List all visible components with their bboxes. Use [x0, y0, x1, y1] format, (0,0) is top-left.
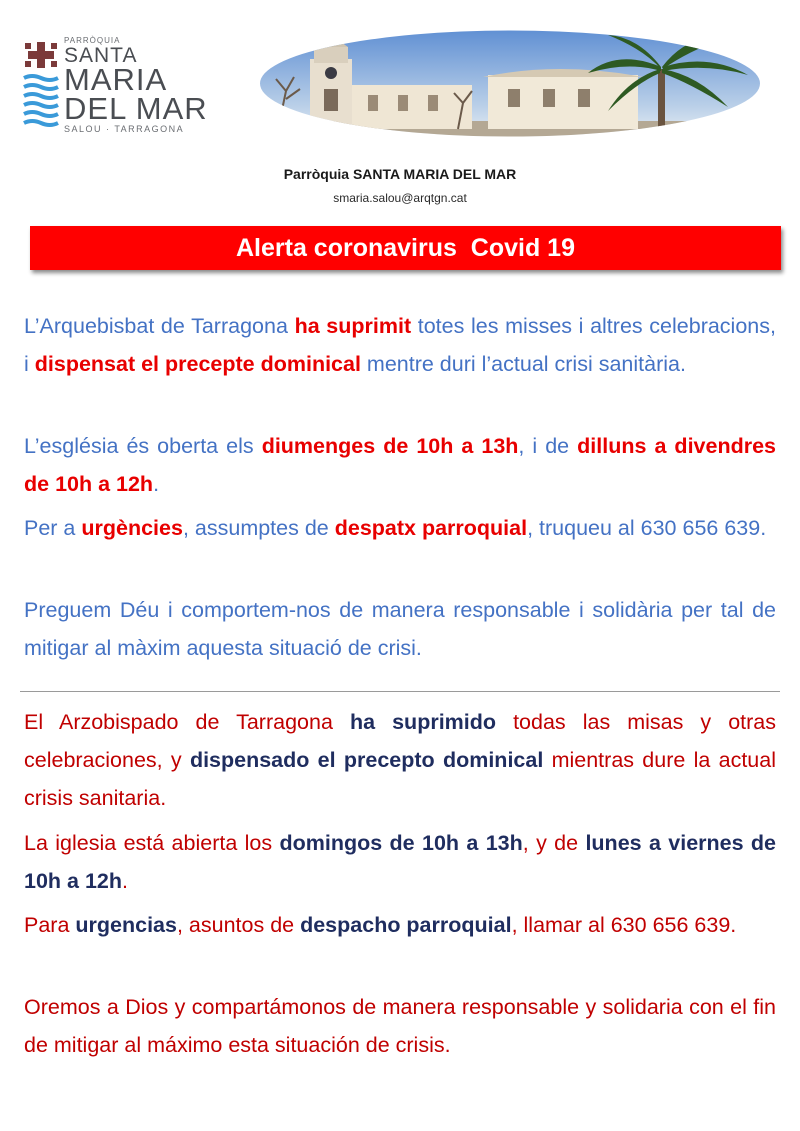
highlight-run: urgències: [81, 516, 183, 540]
text-run: El Arzobispado de Tarragona: [24, 710, 350, 734]
highlight-run: urgencias: [75, 913, 177, 937]
alert-banner: [30, 226, 781, 270]
text-run: Preguem Déu i comportem-nos de manera responsable i solidària per tal de mitigar al màxim aquesta situació de crisi.: [24, 598, 776, 660]
spanish-paragraph-1: [24, 703, 776, 817]
logo-small-text: PARRÒQUIA: [64, 36, 121, 45]
church-photo: [258, 29, 762, 138]
text-run: La iglesia está abierta los: [24, 831, 280, 855]
text-run: , llamar al 630 656 639.: [511, 913, 737, 937]
text-run: , truqueu al 630 656 639.: [527, 516, 767, 540]
highlight-run: despatx parroquial: [334, 516, 528, 540]
catalan-paragraph-2: [24, 427, 776, 503]
cross-waves-icon: [22, 40, 60, 128]
logo-line3: DEL MAR: [64, 91, 208, 126]
text-run: , y de: [522, 831, 586, 855]
text-run: , i de: [518, 434, 578, 458]
logo-line2: MARIA: [64, 62, 168, 97]
section-divider: [20, 691, 780, 692]
catalan-paragraph-3: [24, 509, 776, 547]
text-run: .: [153, 472, 160, 496]
highlight-run: dispensado el precepto dominical: [189, 748, 544, 772]
text-run: Para: [24, 913, 76, 937]
text-run: , assumptes de: [182, 516, 335, 540]
highlight-run: domingos de 10h a 13h: [279, 831, 523, 855]
highlight-run: despacho parroquial: [300, 913, 512, 937]
catalan-paragraph-4: [24, 591, 776, 667]
text-run: .: [122, 869, 128, 893]
parish-name: Parròquia SANTA MARIA DEL MAR: [283, 166, 517, 182]
text-run: L’església és oberta els: [24, 434, 262, 458]
parish-logo: [22, 36, 222, 136]
highlight-run: dispensat el precepte dominical: [34, 352, 361, 376]
text-run: L’Arquebisbat de Tarragona: [24, 314, 295, 338]
spanish-paragraph-3: [24, 906, 776, 944]
logo-line1: SANTA: [64, 44, 138, 67]
text-run: mientras dure la actual crisis sanitaria.: [24, 748, 776, 810]
text-run: totes les misses i altres celebracions, i: [24, 314, 776, 376]
highlight-run: ha suprimit: [294, 314, 412, 338]
spanish-paragraph-4: [24, 988, 776, 1064]
text-run: Per a: [24, 516, 82, 540]
spanish-paragraph-2: [24, 824, 776, 900]
highlight-run: dilluns a divendres de 10h a 12h: [24, 434, 777, 496]
text-run: mentre duri l’actual crisi sanitària.: [360, 352, 686, 376]
highlight-run: lunes a viernes de 10h a 12h: [24, 831, 777, 893]
highlight-run: ha suprimido: [349, 710, 497, 734]
alert-title: Alerta coronavirus Covid 19: [235, 233, 575, 262]
catalan-paragraph-1: [24, 307, 776, 383]
text-run: , asuntos de: [176, 913, 301, 937]
text-run: Oremos a Dios y compartámonos de manera responsable y solidaria con el fin de mitigar al máximo esta situación de crisis.: [24, 995, 776, 1057]
logo-subtitle: SALOU · TARRAGONA: [64, 124, 185, 134]
text-run: todas las misas y otras celebraciones, y: [24, 710, 777, 772]
highlight-run: diumenges de 10h a 13h: [261, 434, 519, 458]
parish-email: smaria.salou@arqtgn.cat: [333, 191, 467, 205]
